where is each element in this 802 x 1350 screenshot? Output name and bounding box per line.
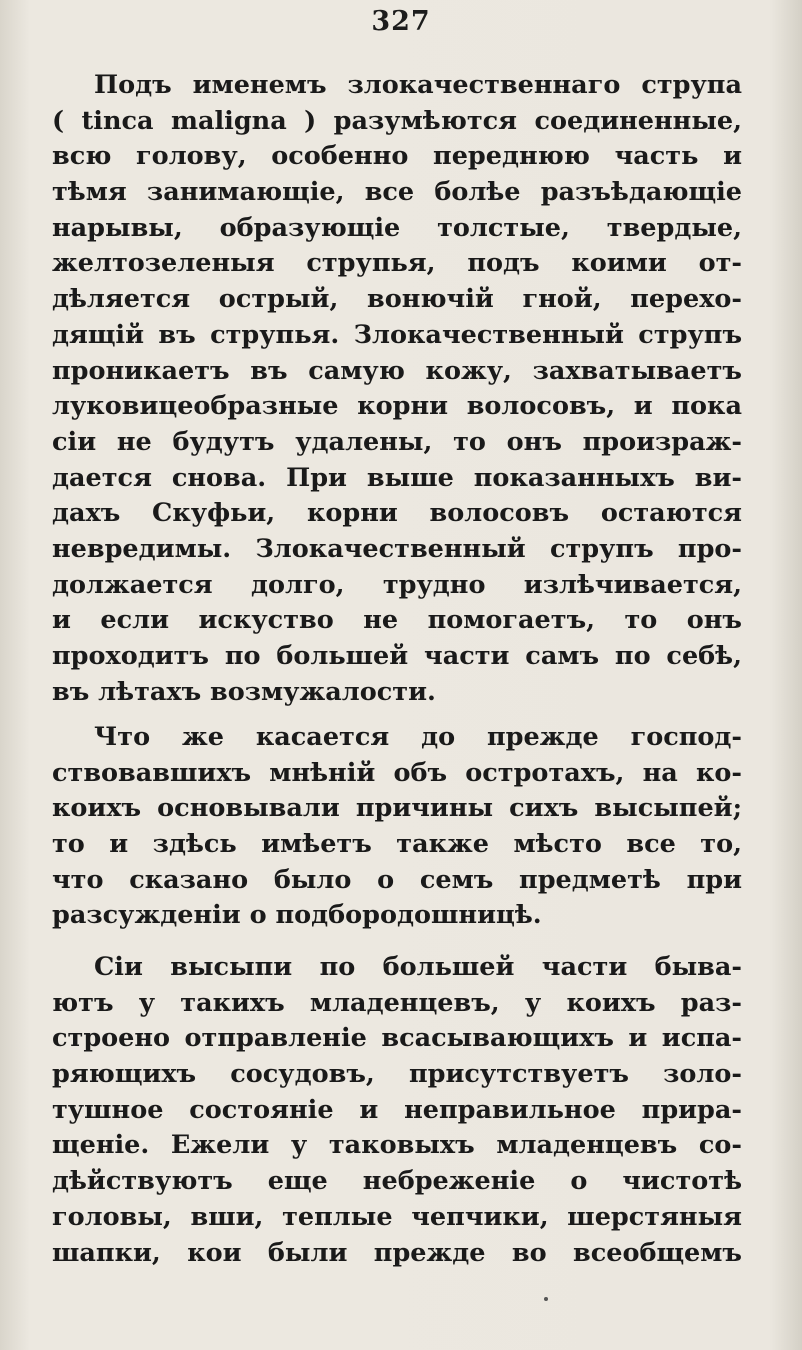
text-line: проходитъ по большей части самъ по себѣ, (52, 641, 742, 671)
text-line: что сказано было о семъ предметѣ при (52, 864, 742, 895)
paper-speck (544, 1297, 548, 1301)
text-line: Сіи высыпи по большей части быва- (94, 952, 742, 982)
text-line: шапки, кои были прежде во всеобщемъ (52, 1237, 742, 1268)
text-line: всю голову, особенно переднюю часть и (52, 141, 742, 172)
text-line: дѣйствуютъ еще небреженіе о чистотѣ (52, 1166, 742, 1197)
page-number: 327 (371, 6, 431, 37)
text-line: ютъ у такихъ младенцевъ, у коихъ раз- (52, 987, 742, 1018)
text-line: и если искуство не помогаетъ, то онъ (52, 605, 742, 636)
text-line: дахъ Скуфьи, корни волосовъ остаются (52, 498, 742, 529)
text-line: коихъ основывали причины сихъ высыпей; (52, 793, 742, 824)
text-line: нарывы, образующіе толстые, твердые, (52, 212, 742, 243)
text-line: щеніе. Ежели у таковыхъ младенцевъ со- (52, 1130, 742, 1161)
text-line: должается долго, трудно излѣчивается, (52, 569, 742, 600)
text-line: дѣляется острый, вонючій гной, перехо- (52, 284, 742, 315)
text-line: невредимы. Злокачественный струпъ про- (52, 533, 742, 564)
text-line: тѣмя занимающіе, все болѣе разъѣдающіе (52, 177, 742, 208)
text-line: желтозеленыя струпья, подъ коими от- (52, 248, 742, 279)
text-line: ( tinca maligna ) разумѣются соединенные, (52, 105, 742, 136)
text-line: проникаетъ въ самую кожу, захватываетъ (52, 355, 742, 386)
text-line: дается снова. При выше показанныхъ ви- (52, 462, 742, 493)
text-line: головы, вши, теплые чепчики, шерстяныя (52, 1201, 742, 1232)
text-line: дящій въ струпья. Злокачественный струпъ (52, 319, 742, 350)
paragraph-3 (52, 950, 742, 1271)
text-line: сіи не будутъ удалены, то онъ произраж- (52, 426, 742, 457)
paragraph-1 (52, 68, 742, 710)
text-line: ряющихъ сосудовъ, присутствуетъ золо- (52, 1059, 742, 1090)
text-line: луковицеобразные корни волосовъ, и пока (52, 391, 742, 422)
paragraph-2 (52, 720, 742, 934)
text-line: ствовавшихъ мнѣній объ остротахъ, на ко- (52, 757, 742, 788)
text-line: тушное состояніе и неправильное прира- (52, 1094, 742, 1125)
text-line: Подъ именемъ злокачественнаго струпа (94, 70, 742, 100)
text-line: строено отправленіе всасывающихъ и испа- (52, 1023, 742, 1054)
text-line: разсужденіи о подбородошницѣ. (52, 900, 542, 931)
text-line: Что же касается до прежде господ- (94, 722, 742, 752)
text-line: то и здѣсь имѣетъ также мѣсто все то, (52, 829, 742, 860)
text-line: въ лѣтахъ возмужалости. (52, 676, 436, 707)
